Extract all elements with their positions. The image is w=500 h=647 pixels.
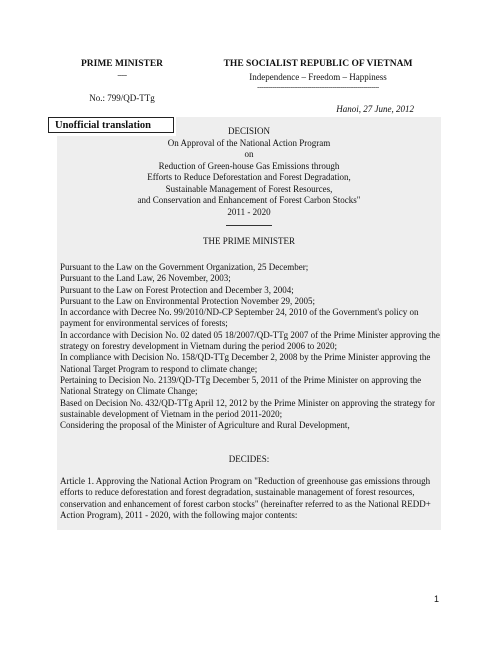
decision-title-line: On Approval of the National Action Program bbox=[167, 137, 331, 148]
preamble-clause: Pursuant to the Law on the Government Organization, 25 December; bbox=[60, 262, 309, 272]
title-separator bbox=[226, 225, 272, 226]
preamble-clause: In compliance with Decision No. 158/QD-TTg December 2, 2008 by the Prime Minister approving the National Target Program to respond to climate change; bbox=[60, 352, 431, 374]
nation-divider: --------------------------------------------------------------- bbox=[257, 83, 379, 91]
nation-block bbox=[212, 58, 424, 92]
preamble-clause: Pursuant to the Law on Environmental Protection November 29, 2005; bbox=[60, 295, 315, 306]
preamble-clause: In accordance with Decision No. 02 dated 05 18/2007/QD-TTg 2007 of the Prime Minister approving the strategy on forestry development in Vietnam during the period 2006 to 2020; bbox=[60, 329, 440, 352]
nation-motto: Independence – Freedom – Happiness bbox=[249, 72, 387, 82]
decision-title bbox=[57, 126, 441, 218]
decision-title-line: 2011 - 2020 bbox=[227, 206, 271, 217]
document-number: No.: 799/QD-TTg bbox=[89, 93, 155, 103]
decision-title-line: and Conservation and Enhancement of Forest Carbon Stocks" bbox=[137, 195, 361, 205]
decision-title-line: Sustainable Management of Forest Resources, bbox=[165, 183, 333, 194]
decision-title-line: Efforts to Reduce Deforestation and Forest Degradation, bbox=[147, 172, 351, 182]
decision-title-line: DECISION bbox=[228, 126, 270, 136]
decision-title-line: on bbox=[244, 149, 254, 159]
preamble-clause: Pursuant to the Law on Forest Protection and December 3, 2004; bbox=[60, 284, 294, 295]
issuer-divider: ----- bbox=[117, 71, 127, 79]
decision-title-line: Reduction of Green-house Gas Emissions through bbox=[158, 160, 340, 171]
article-1: Article 1. Approving the National Action Program on "Reduction of greenhouse gas emissions through efforts to reduce deforestation and forest degradation, sustainable management of forest resources, conservation and enhancement of forest carbon stocks" (hereinafter referred to as the National REDD+ Action Program), 2011 - 2020, with the following major contents: bbox=[60, 476, 431, 520]
preamble-clause: Considering the proposal of the Minister of Agriculture and Rural Development, bbox=[60, 420, 350, 431]
preamble-clause: Pursuant to the Land Law, 26 November, 2003; bbox=[60, 273, 231, 284]
preamble-clause: In accordance with Decree No. 99/2010/ND-CP September 24, 2010 of the Government's policy on payment for environmental services of forests; bbox=[60, 307, 419, 329]
nation-title: THE SOCIALIST REPUBLIC OF VIETNAM bbox=[223, 59, 413, 69]
decides-heading: DECIDES: bbox=[228, 454, 270, 464]
preamble-clause: Pertaining to Decision No. 2139/QD-TTg December 5, 2011 of the Prime Minister on approving the National Strategy on Climate Change; bbox=[60, 374, 422, 397]
authority-heading: THE PRIME MINISTER bbox=[203, 236, 295, 246]
document-date: Hanoi, 27 June, 2012 bbox=[336, 104, 414, 114]
preamble bbox=[60, 262, 440, 431]
preamble-clause: Based on Decision No. 432/QD-TTg April 12, 2012 by the Prime Minister on approving the strategy for sustainable development of Vietnam in the period 2011-2020; bbox=[60, 397, 435, 419]
page-number: 1 bbox=[434, 594, 440, 604]
issuer-block bbox=[60, 58, 184, 80]
issuer-title: PRIME MINISTER bbox=[80, 59, 164, 69]
unofficial-translation-badge: Unofficial translation bbox=[48, 117, 174, 133]
